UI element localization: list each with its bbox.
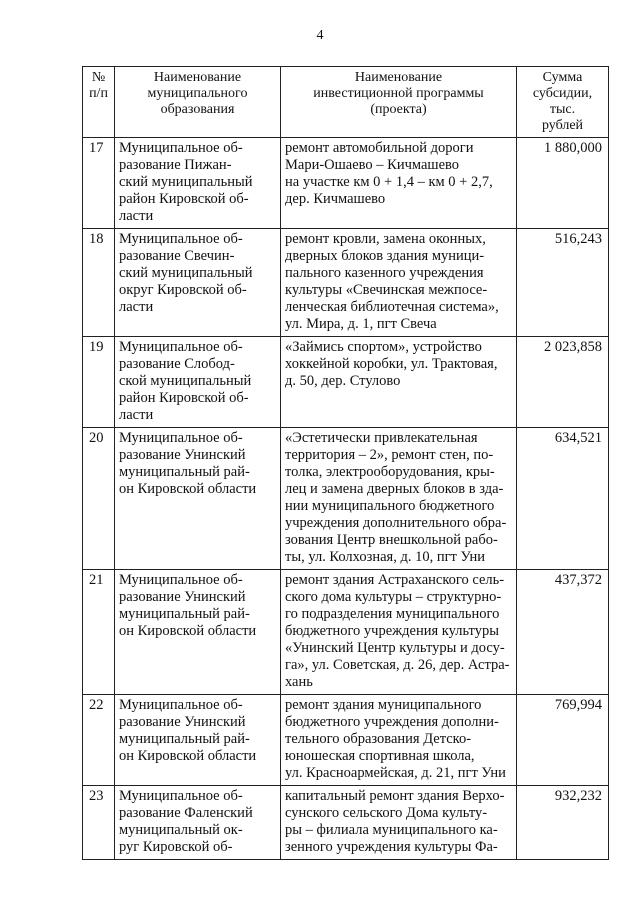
table-row <box>83 229 609 337</box>
page-number: 4 <box>316 28 324 43</box>
subsidy-table <box>82 66 609 860</box>
row-number: 17 <box>83 138 115 229</box>
subsidy-sum-cell: 1 880,000 <box>517 138 609 229</box>
program-cell: «Эстетически привлекательная территория – 2», ремонт стен, по- толка, электрооборудования, кры- лец и замена дверных блоков в зда- нии муниципального бюджетного учреждения дополнительного обра- зования Центр внешкольной рабо- ты, ул. Колхозная, д. 10, пгт Уни <box>281 428 517 570</box>
subsidy-sum-cell: 769,994 <box>517 695 609 786</box>
row-number: 20 <box>83 428 115 570</box>
subsidy-sum-cell: 516,243 <box>517 229 609 337</box>
row-number: 18 <box>83 229 115 337</box>
municipality-cell: Муниципальное об- разование Слобод- ской муниципальный район Кировской об- ласти <box>115 337 281 428</box>
row-number: 19 <box>83 337 115 428</box>
table-header-row <box>83 67 609 138</box>
municipality-cell: Муниципальное об- разование Свечин- ский муниципальный округ Кировской об- ласти <box>115 229 281 337</box>
table-row <box>83 786 609 860</box>
header-municipality: Наименование муниципального образования <box>115 67 281 138</box>
municipality-cell: Муниципальное об- разование Унинский муниципальный рай- он Кировской области <box>115 570 281 695</box>
table-row <box>83 570 609 695</box>
program-cell: «Займись спортом», устройство хоккейной коробки, ул. Трактовая, д. 50, дер. Стулово <box>281 337 517 428</box>
table-row <box>83 695 609 786</box>
subsidy-sum-cell: 437,372 <box>517 570 609 695</box>
municipality-cell: Муниципальное об- разование Унинский муниципальный рай- он Кировской области <box>115 695 281 786</box>
table-row <box>83 138 609 229</box>
program-cell: ремонт здания Астраханского сель- ского дома культуры – структурно- го подразделения муниципального бюджетного учреждения культуры «Унинский Центр культуры и досу- га», ул. Советская, д. 26, дер. Астра- хань <box>281 570 517 695</box>
subsidy-sum-cell: 932,232 <box>517 786 609 860</box>
row-number: 23 <box>83 786 115 860</box>
municipality-cell: Муниципальное об- разование Фаленский муниципальный ок- руг Кировской об- <box>115 786 281 860</box>
header-sum: Сумма субсидии, тыс. рублей <box>517 67 609 138</box>
municipality-cell: Муниципальное об- разование Пижан- ский муниципальный район Кировской об- ласти <box>115 138 281 229</box>
program-cell: ремонт кровли, замена оконных, дверных блоков здания муници- пального казенного учреждения культуры «Свечинская межпосе- ленческая библиотечная система», ул. Мира, д. 1, пгт Свеча <box>281 229 517 337</box>
table-row <box>83 337 609 428</box>
row-number: 22 <box>83 695 115 786</box>
header-num: № п/п <box>83 67 115 138</box>
subsidy-sum-cell: 2 023,858 <box>517 337 609 428</box>
header-program: Наименование инвестиционной программы (проекта) <box>281 67 517 138</box>
program-cell: ремонт автомобильной дороги Мари-Ошаево – Кичмашево на участке км 0 + 1,4 – км 0 + 2,7, дер. Кичмашево <box>281 138 517 229</box>
municipality-cell: Муниципальное об- разование Унинский муниципальный рай- он Кировской области <box>115 428 281 570</box>
program-cell: капитальный ремонт здания Верхо- сунского сельского Дома культу- ры – филиала муниципального ка- зенного учреждения культуры Фа- <box>281 786 517 860</box>
table-row <box>83 428 609 570</box>
row-number: 21 <box>83 570 115 695</box>
subsidy-sum-cell: 634,521 <box>517 428 609 570</box>
program-cell: ремонт здания муниципального бюджетного учреждения дополни- тельного образования Детско- юношеская спортивная школа, ул. Красноармейская, д. 21, пгт Уни <box>281 695 517 786</box>
